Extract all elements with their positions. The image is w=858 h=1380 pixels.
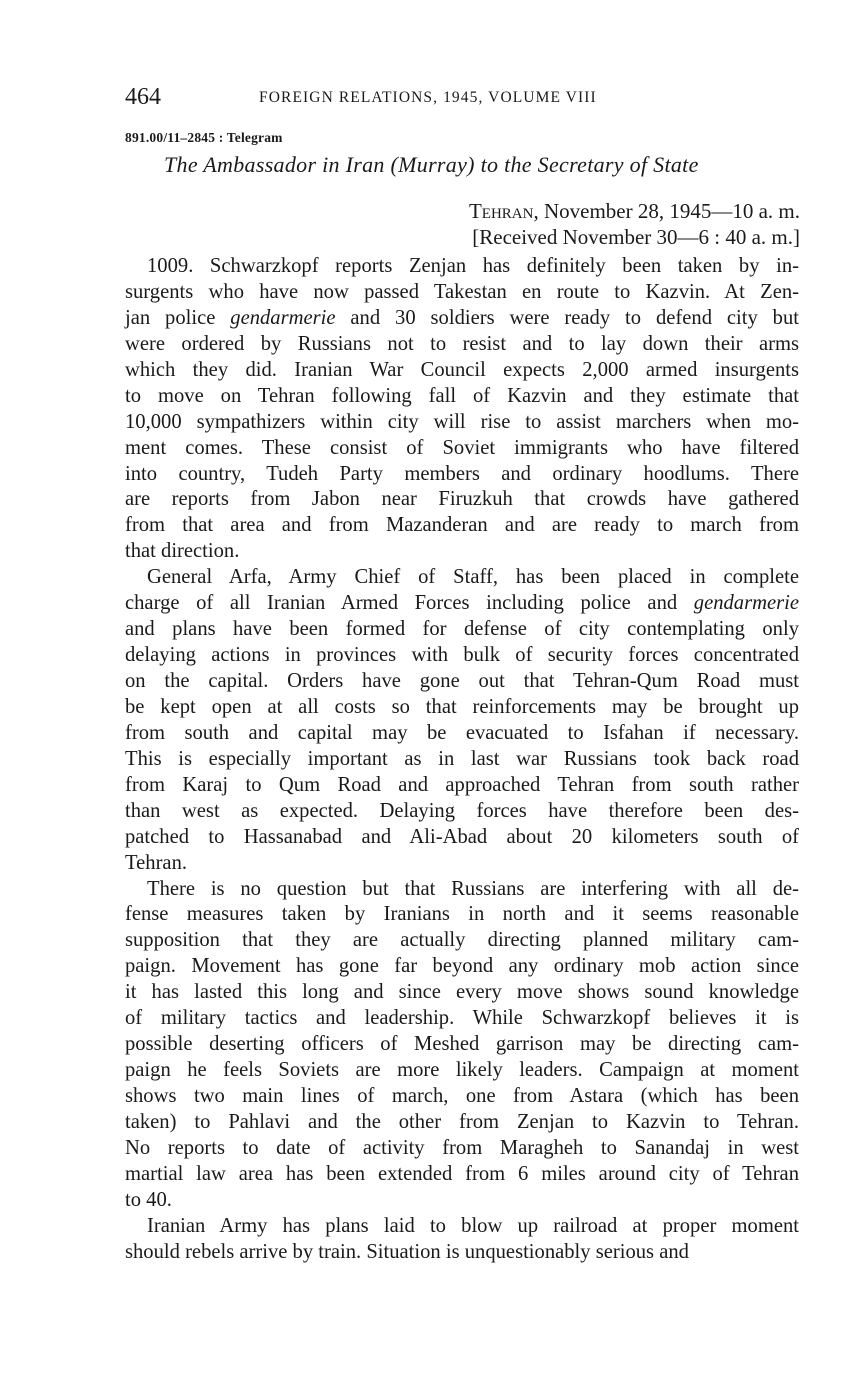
- body-line: on the capital. Orders have gone out that Tehran-Qum Road must: [125, 670, 799, 692]
- dateline-date: , November 28, 1945—10 a. m.: [533, 199, 800, 223]
- body-line: No reports to date of activity from Maragheh to Sanandaj in west: [125, 1136, 799, 1159]
- dateline-sent: [469, 198, 800, 224]
- italic-term: gendarmerie: [693, 592, 799, 615]
- telegram-body: [125, 254, 799, 1266]
- body-line: General Arfa, Army Chief of Staff, has been placed in complete: [147, 566, 799, 589]
- body-line: to move on Tehran following fall of Kazvin and they estimate that: [125, 384, 799, 407]
- body-line: There is no question but that Russians are interfering with all de-: [147, 877, 799, 900]
- dateline: [469, 198, 800, 250]
- body-paragraph: [125, 877, 799, 1214]
- body-line: into country, Tudeh Party members and ordinary hoodlums. There: [125, 462, 799, 485]
- page-header: [125, 84, 800, 114]
- body-line: martial law area has been extended from 6 miles around city of Tehran: [125, 1162, 799, 1185]
- page-number: 464: [125, 84, 161, 110]
- body-line: fense measures taken by Iranians in north and it seems reasonable: [125, 903, 799, 926]
- body-line: 10,000 sympathizers within city will rise to assist marchers when mo-: [125, 410, 799, 433]
- body-line: delaying actions in provinces with bulk of security forces concentrated: [125, 644, 799, 667]
- body-paragraph: [125, 565, 799, 876]
- body-line: taken) to Pahlavi and the other from Zenjan to Kazvin to Tehran.: [125, 1110, 799, 1133]
- body-line: and plans have been formed for defense of city contemplating only: [125, 618, 799, 641]
- body-line: should rebels arrive by train. Situation is unquestionably serious and: [125, 1240, 689, 1263]
- body-line: to 40.: [125, 1188, 172, 1211]
- italic-term: gendarmerie: [230, 306, 336, 329]
- document-reference: 891.00/11–2845 : Telegram: [125, 130, 283, 145]
- body-line: patched to Hassanabad and Ali-Abad about 20 kilometers south of: [125, 825, 799, 848]
- body-line: possible deserting officers of Meshed garrison may be directing cam-: [125, 1033, 799, 1056]
- body-line: which they did. Iranian War Council expects 2,000 armed insurgents: [125, 358, 799, 381]
- body-line: paign. Movement has gone far beyond any ordinary mob action since: [125, 955, 799, 978]
- dateline-received: [Received November 30—6 : 40 a. m.]: [472, 225, 800, 249]
- body-line: Iranian Army has plans laid to blow up railroad at proper moment: [147, 1214, 799, 1237]
- body-line: from that area and from Mazanderan and are ready to march from: [125, 514, 799, 537]
- body-line: shows two main lines of march, one from Astara (which has been: [125, 1085, 799, 1107]
- body-line: from south and capital may be evacuated to Isfahan if necessary.: [125, 721, 799, 744]
- document-title: The Ambassador in Iran (Murray) to the Secretary of State: [164, 152, 699, 177]
- body-line: were ordered by Russians not to resist and to lay down their arms: [125, 332, 799, 355]
- body-line: from Karaj to Qum Road and approached Tehran from south rather: [125, 773, 799, 796]
- body-line: supposition that they are actually directing planned military cam-: [125, 929, 799, 952]
- body-paragraph: [125, 1214, 799, 1266]
- body-line: are reports from Jabon near Firuzkuh that crowds have gathered: [125, 488, 799, 511]
- body-line: charge of all Iranian Armed Forces including police and gendarmerie: [125, 592, 799, 615]
- body-paragraph: [125, 254, 799, 565]
- body-line: jan police gendarmerie and 30 soldiers were ready to defend city but: [125, 306, 799, 329]
- body-line: than west as expected. Delaying forces have therefore been des-: [125, 799, 799, 822]
- body-line: surgents who have now passed Takestan en route to Kazvin. At Zen-: [125, 280, 799, 303]
- body-line: of military tactics and leadership. While Schwarzkopf believes it is: [125, 1007, 799, 1030]
- running-head: FOREIGN RELATIONS, 1945, VOLUME VIII: [259, 89, 597, 106]
- body-line: be kept open at all costs so that reinforcements may be brought up: [125, 695, 799, 718]
- body-line: it has lasted this long and since every move shows sound knowledge: [125, 981, 799, 1004]
- body-line: Tehran.: [125, 851, 188, 874]
- body-line: This is especially important as in last war Russians took back road: [125, 747, 799, 770]
- body-line: 1009. Schwarzkopf reports Zenjan has definitely been taken by in-: [147, 255, 799, 277]
- body-line: that direction.: [125, 540, 240, 563]
- dateline-place: Tehran: [468, 199, 534, 223]
- body-line: ment comes. These consist of Soviet immigrants who have filtered: [125, 436, 799, 459]
- body-line: paign he feels Soviets are more likely leaders. Campaign at moment: [125, 1059, 799, 1082]
